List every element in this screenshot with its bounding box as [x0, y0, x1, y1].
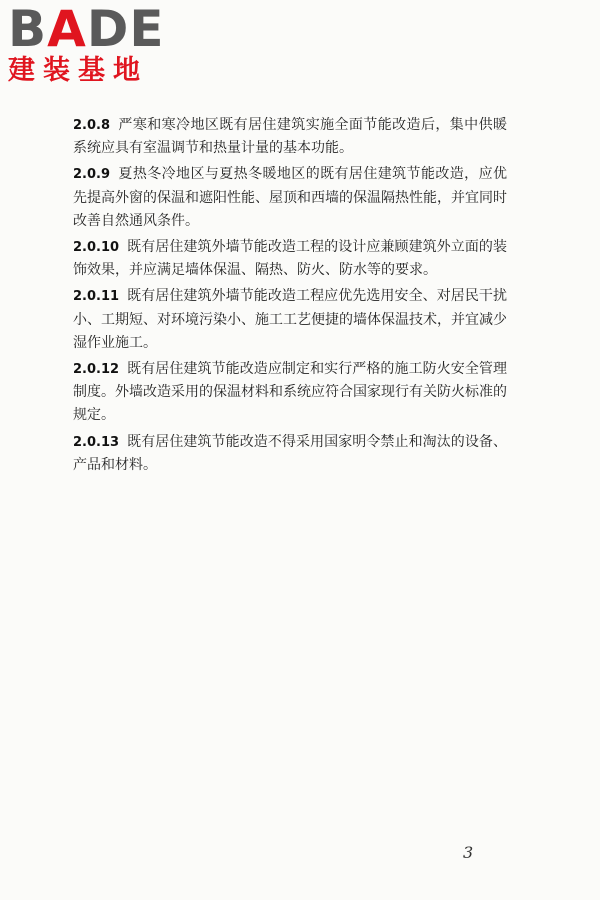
- bade-logo: [8, 0, 165, 86]
- clause-text: 严寒和寒冷地区既有居住建筑实施全面节能改造后，集中供暖系统应具有室温调节和热量计量的基本功能。: [73, 117, 507, 157]
- logo-letter-a: A: [47, 0, 87, 58]
- clause-text: 既有居住建筑外墙节能改造工程应优先选用安全、对居民干扰小、工期短、对环境污染小、施工工艺便捷的墙体保温技术，并宜减少湿作业施工。: [73, 288, 507, 351]
- clause-2-0-11: [73, 285, 507, 355]
- logo-chinese-name: 建装基地: [8, 55, 148, 86]
- logo-wordmark: [8, 0, 165, 58]
- clause-2-0-10: [73, 236, 507, 282]
- clause-2-0-9: [73, 163, 507, 233]
- clause-list: [73, 114, 507, 480]
- clause-number: 2.0.10: [73, 240, 120, 256]
- clause-2-0-8: [73, 114, 507, 160]
- clause-number: 2.0.11: [73, 289, 120, 305]
- clause-text: 夏热冬冷地区与夏热冬暖地区的既有居住建筑节能改造，应优先提高外窗的保温和遮阳性能、屋顶和西墙的保温隔热性能，并宜同时改善自然通风条件。: [73, 166, 507, 229]
- clause-text: 既有居住建筑节能改造应制定和实行严格的施工防火安全管理制度。外墙改造采用的保温材料和系统应符合国家现行有关防火标准的规定。: [73, 361, 507, 424]
- clause-text: 既有居住建筑外墙节能改造工程的设计应兼顾建筑外立面的装饰效果，并应满足墙体保温、隔热、防火、防水等的要求。: [73, 239, 507, 279]
- logo-letters-de: DE: [86, 0, 165, 58]
- clause-number: 2.0.9: [73, 167, 111, 183]
- clause-2-0-13: [73, 431, 507, 477]
- clause-number: 2.0.13: [73, 434, 120, 450]
- clause-number: 2.0.12: [73, 362, 120, 378]
- clause-2-0-12: [73, 358, 507, 428]
- page-number: 3: [463, 843, 474, 862]
- clause-number: 2.0.8: [73, 118, 111, 133]
- logo-letter-b: B: [8, 0, 48, 58]
- clause-text: 既有居住建筑节能改造不得采用国家明令禁止和淘汰的设备、产品和材料。: [73, 433, 507, 473]
